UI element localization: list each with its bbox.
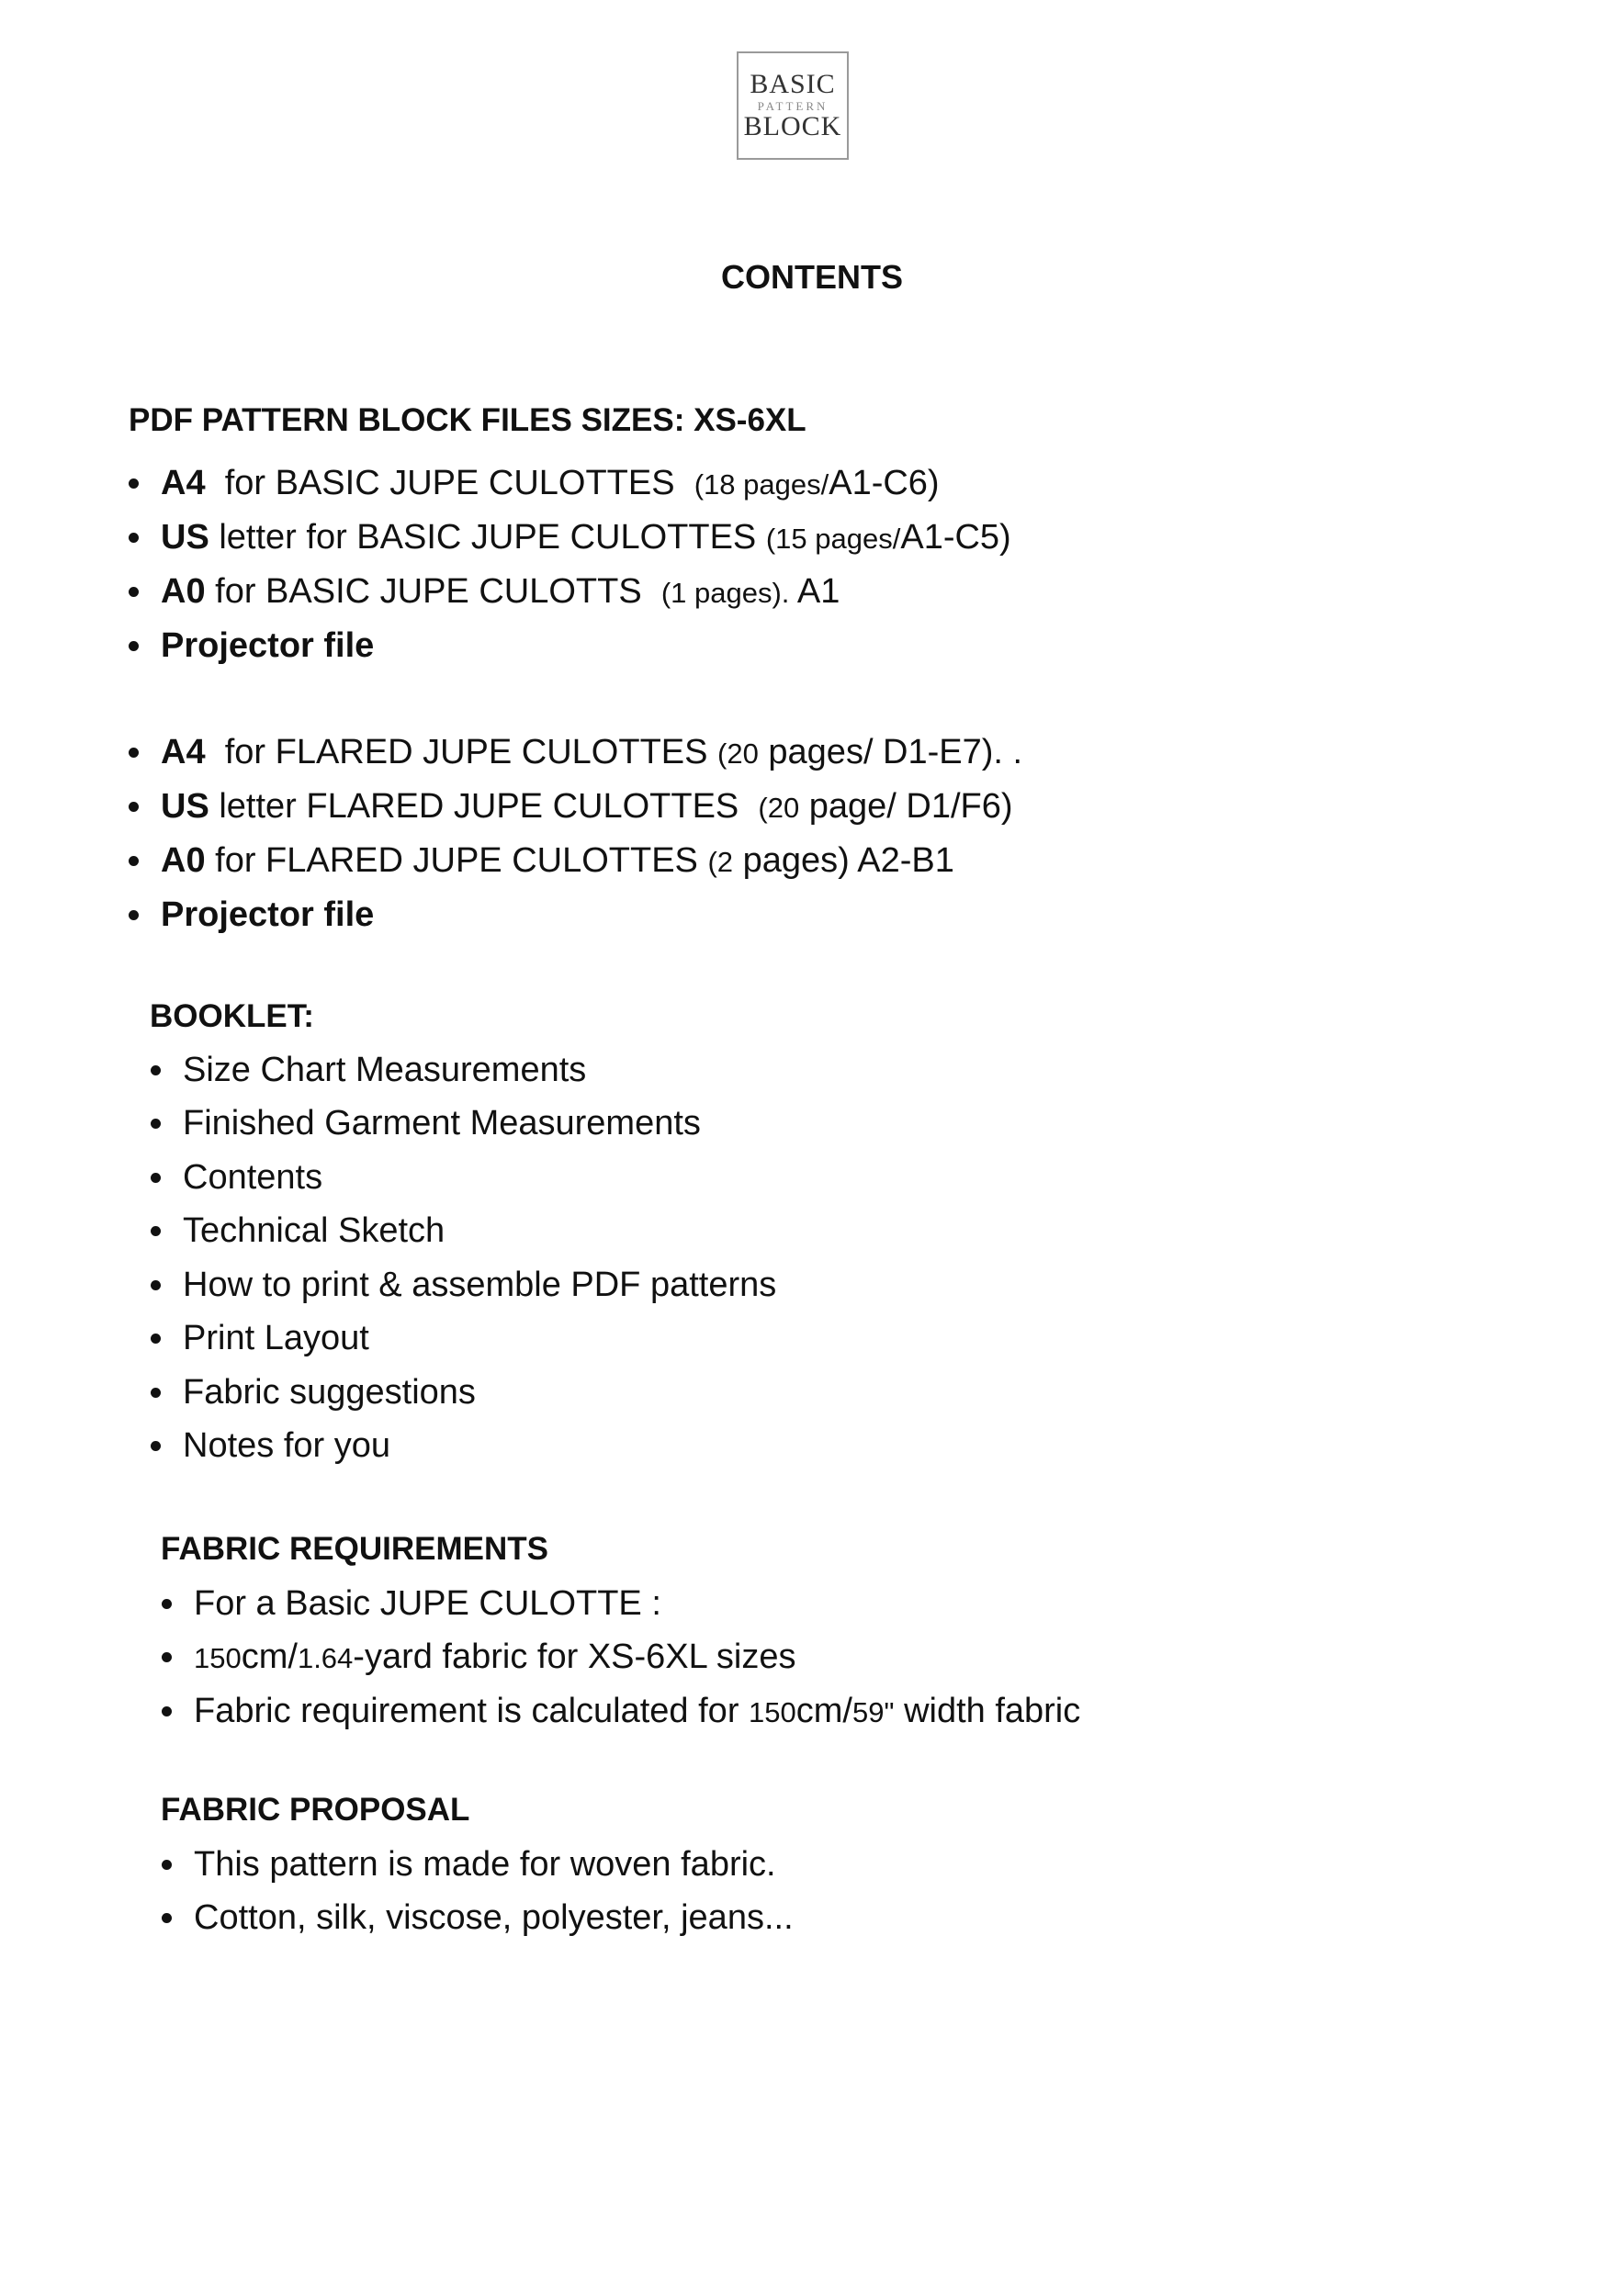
bullet-icon bbox=[151, 1334, 161, 1344]
bullet-icon bbox=[162, 1860, 172, 1870]
pdf-files-heading: PDF PATTERN BLOCK FILES SIZES: XS-6XL bbox=[129, 402, 806, 438]
booklet-item: How to print & assemble PDF patterns bbox=[183, 1263, 776, 1307]
fabric-requirement-item: 150cm/1.64-yard fabric for XS-6XL sizes bbox=[194, 1635, 796, 1681]
bullet-icon bbox=[151, 1065, 161, 1075]
bullet-icon bbox=[151, 1388, 161, 1398]
booklet-item: Technical Sketch bbox=[183, 1209, 445, 1253]
list-item: A0 for FLARED JUPE CULOTTES (2 pages) A2-B1 bbox=[161, 838, 954, 884]
booklet-item: Finished Garment Measurements bbox=[183, 1101, 701, 1145]
bullet-icon bbox=[151, 1280, 161, 1290]
booklet-item: Size Chart Measurements bbox=[183, 1048, 586, 1092]
list-item: A0 for BASIC JUPE CULOTTS (1 pages). A1 bbox=[161, 569, 840, 615]
fabric-proposal-item: This pattern is made for woven fabric. bbox=[194, 1842, 776, 1886]
logo-line-2: PATTERN bbox=[757, 99, 829, 113]
bullet-icon bbox=[129, 587, 139, 597]
list-item: US letter FLARED JUPE CULOTTES (20 page/ D1/F6) bbox=[161, 784, 1013, 830]
bullet-icon bbox=[129, 802, 139, 812]
bullet-icon bbox=[129, 641, 139, 651]
list-item: Projector file bbox=[161, 624, 374, 668]
bullet-icon bbox=[162, 1913, 172, 1923]
fabric-requirement-item: Fabric requirement is calculated for 150cm/59" width fabric bbox=[194, 1689, 1080, 1735]
bullet-icon bbox=[129, 910, 139, 920]
logo-line-3: BLOCK bbox=[743, 111, 842, 141]
bullet-icon bbox=[162, 1599, 172, 1609]
list-item: US letter for BASIC JUPE CULOTTES (15 pages/A1-C5) bbox=[161, 515, 1011, 561]
bullet-icon bbox=[151, 1226, 161, 1236]
booklet-item: Contents bbox=[183, 1155, 322, 1199]
bullet-icon bbox=[151, 1173, 161, 1183]
booklet-item: Fabric suggestions bbox=[183, 1370, 476, 1414]
bullet-icon bbox=[129, 533, 139, 543]
fabric-proposal-item: Cotton, silk, viscose, polyester, jeans... bbox=[194, 1896, 794, 1940]
list-item: A4 for BASIC JUPE CULOTTES (18 pages/A1-C6) bbox=[161, 461, 940, 507]
brand-logo bbox=[737, 51, 849, 160]
fabric-requirements-heading: FABRIC REQUIREMENTS bbox=[161, 1531, 548, 1567]
bullet-icon bbox=[129, 856, 139, 866]
fabric-proposal-heading: FABRIC PROPOSAL bbox=[161, 1792, 470, 1828]
bullet-icon bbox=[151, 1441, 161, 1451]
list-item: Projector file bbox=[161, 893, 374, 937]
booklet-item: Notes for you bbox=[183, 1424, 390, 1468]
bullet-icon bbox=[162, 1706, 172, 1716]
bullet-icon bbox=[129, 748, 139, 758]
list-item: A4 for FLARED JUPE CULOTTES (20 pages/ D1-E7). . bbox=[161, 730, 1022, 776]
fabric-requirement-item: For a Basic JUPE CULOTTE : bbox=[194, 1581, 661, 1626]
bullet-icon bbox=[151, 1119, 161, 1129]
logo-line-1: BASIC bbox=[750, 69, 836, 99]
bullet-icon bbox=[162, 1652, 172, 1662]
bullet-icon bbox=[129, 478, 139, 489]
booklet-heading: BOOKLET: bbox=[150, 998, 314, 1034]
page-title: CONTENTS bbox=[721, 258, 903, 296]
booklet-item: Print Layout bbox=[183, 1316, 369, 1360]
